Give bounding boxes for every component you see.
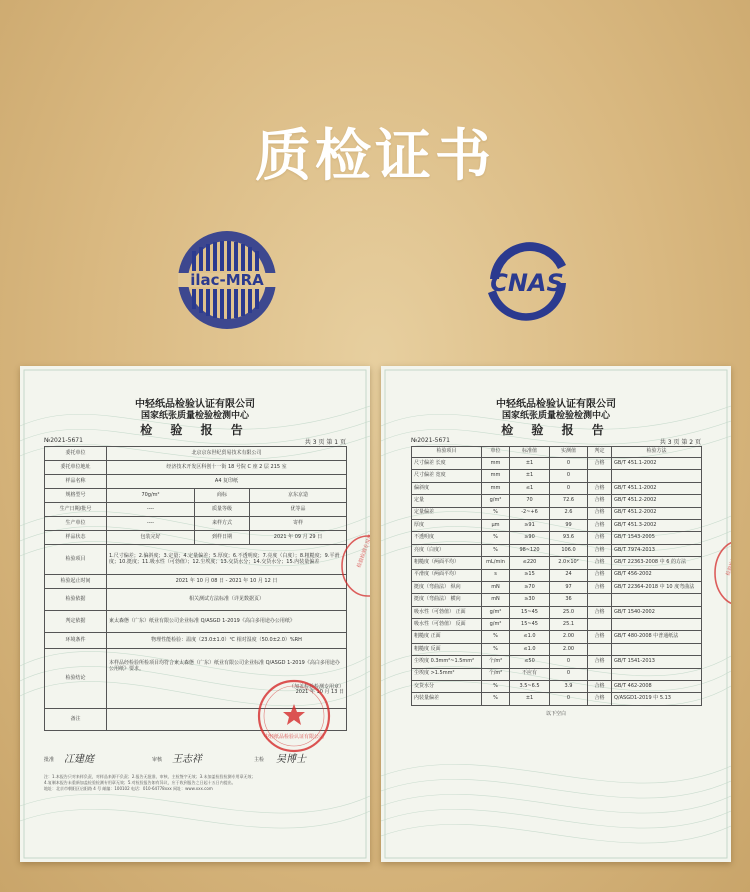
report-heading: 检 验 报 告 <box>140 423 250 437</box>
table-cell <box>588 470 612 482</box>
table-cell: 偏斜度 <box>412 482 482 494</box>
table-cell: 个/m² <box>482 656 510 668</box>
table-cell: 不透明度 <box>412 532 482 544</box>
table-cell: % <box>482 507 510 519</box>
table-cell <box>612 470 702 482</box>
table-cell: GB/T 451.2-2002 <box>612 507 702 519</box>
table-cell: 2.6 <box>550 507 588 519</box>
field-label: 委托单位 <box>45 447 107 461</box>
table-row <box>412 668 702 680</box>
table-cell: ≥70 <box>510 581 550 593</box>
approve-signature: 冮建庭 <box>64 754 94 765</box>
table-cell: 合格 <box>588 458 612 470</box>
table-cell: 0 <box>550 470 588 482</box>
table-cell: 0 <box>550 693 588 705</box>
table-cell: 厚度 <box>412 519 482 531</box>
table-cell: GB/T 451.3-2002 <box>612 519 702 531</box>
table-row <box>412 458 702 470</box>
table-cell: ±1 <box>510 470 550 482</box>
table-cell: 挺度（弯曲法） 纵向 <box>412 581 482 593</box>
side-stamp-text: 检验检测专用章 <box>725 541 743 577</box>
column-header: 标准值 <box>510 447 550 458</box>
table-row <box>45 461 347 475</box>
table-cell: GB/T 456-2002 <box>612 569 702 581</box>
table-row <box>412 519 702 531</box>
org-name-2: 国家纸张质量检验检测中心 <box>501 411 610 421</box>
side-seal-stamp <box>713 538 743 608</box>
table-cell: 粗糙度 正面 <box>412 631 482 643</box>
stamp-text: 中轻纸品检验认证有限公司 <box>263 734 325 740</box>
org-name-1: 中轻纸品检验认证有限公司 <box>135 399 255 410</box>
table-cell: ≤50 <box>510 656 550 668</box>
table-cell: ≥30 <box>510 594 550 606</box>
table-cell <box>588 594 612 606</box>
table-row <box>45 475 347 489</box>
table-cell: ≥90 <box>510 532 550 544</box>
field-value: 北京京东世纪贸易技术有限公司 <box>107 447 347 461</box>
table-cell: 2.0×10² <box>550 557 588 569</box>
table-cell: μm <box>482 519 510 531</box>
table-cell: 合格 <box>588 581 612 593</box>
cnas-logo-text: CNAS <box>490 269 564 297</box>
table-cell: 合格 <box>588 544 612 556</box>
column-header: 判定 <box>588 447 612 458</box>
table-row <box>412 656 702 668</box>
field-value: 1.尺寸偏差；2.偏斜度；3.定量；4.定量偏差；5.厚度；6.不透明度；7.亮度（白度）；8.粗糙度；9.平滑度；10.挺度；11.吸水性（可勃值）；12.尘埃度；13.交货水分；14.交货水分；15.内装量偏差 <box>107 545 347 575</box>
table-cell: 合格 <box>588 631 612 643</box>
field-value: 2021 年 10 月 08 日 - 2021 年 10 月 12 日 <box>107 575 347 589</box>
table-row <box>412 681 702 693</box>
table-cell <box>612 619 702 631</box>
table-cell <box>588 643 612 655</box>
table-row <box>412 569 702 581</box>
table-cell: ≤1.0 <box>510 631 550 643</box>
table-row <box>412 557 702 569</box>
sign-date: 2021 年 10 月 13 日 <box>295 689 345 696</box>
page-indicator: 共 3 页 第 2 页 <box>659 439 701 446</box>
field-value: 70g/m² <box>107 489 195 503</box>
table-cell: 3.9 <box>550 681 588 693</box>
table-cell <box>612 643 702 655</box>
table-cell: GB/T 480-2008 中普通纸法 <box>612 631 702 643</box>
conclusion-text: 本样品经检验所检项目均符合東太森態（广东）纸业有限公司企业标准 Q/ASGD 1-2019《高白多用途办公用纸》要求。 <box>109 660 340 672</box>
official-red-stamp <box>256 678 332 754</box>
column-header: 检验项目 <box>412 447 482 458</box>
table-cell: % <box>482 693 510 705</box>
table-cell: 合格 <box>588 507 612 519</box>
column-header: 检验方法 <box>612 447 702 458</box>
table-cell: 合格 <box>588 681 612 693</box>
table-cell: 吸水性（可勃值） 反面 <box>412 619 482 631</box>
table-row <box>412 470 702 482</box>
table-cell: mm <box>482 482 510 494</box>
table-cell: 粗糙度（两面平均） <box>412 557 482 569</box>
table-row <box>45 489 347 503</box>
field-label: 样品名称 <box>45 475 107 489</box>
table-cell <box>588 668 612 680</box>
table-cell: 25.0 <box>550 606 588 618</box>
report-heading: 检 验 报 告 <box>501 423 611 437</box>
org-name-1: 中轻纸品检验认证有限公司 <box>496 399 616 410</box>
table-row <box>412 693 702 705</box>
table-cell: 亮度（白度） <box>412 544 482 556</box>
table-row <box>45 633 347 649</box>
table-row <box>45 447 347 461</box>
field-label: 规格型号 <box>45 489 107 503</box>
field-label: 检验起止时间 <box>45 575 107 589</box>
field-label: 生产单位 <box>45 517 107 531</box>
table-cell: ≥91 <box>510 519 550 531</box>
table-cell: 15~45 <box>510 606 550 618</box>
table-row <box>45 531 347 545</box>
table-cell: GB/T 1540-2002 <box>612 606 702 618</box>
table-cell: 尘埃度 0.3mm²~1.5mm² <box>412 656 482 668</box>
field-label: 环境条件 <box>45 633 107 649</box>
table-row <box>45 503 347 517</box>
table-cell: mm <box>482 470 510 482</box>
table-cell: 合格 <box>588 482 612 494</box>
table-cell: 36 <box>550 594 588 606</box>
table-cell: mL/min <box>482 557 510 569</box>
table-cell: 106.0 <box>550 544 588 556</box>
table-cell: mN <box>482 581 510 593</box>
table-cell: 平滑度（两面平均） <box>412 569 482 581</box>
table-row <box>45 575 347 589</box>
table-cell: % <box>482 544 510 556</box>
field-label: 检验项目 <box>45 545 107 575</box>
table-cell: 挺度（弯曲法） 横向 <box>412 594 482 606</box>
table-cell: 个/m² <box>482 668 510 680</box>
table-cell: GB/T 7974-2013 <box>612 544 702 556</box>
footnotes <box>44 774 346 792</box>
table-cell: 尺寸偏差 宽度 <box>412 470 482 482</box>
table-row <box>45 589 347 611</box>
table-cell: 0 <box>550 656 588 668</box>
table-cell: 72.6 <box>550 495 588 507</box>
table-cell: 内装量偏差 <box>412 693 482 705</box>
table-cell: 99 <box>550 519 588 531</box>
table-cell: -2~+6 <box>510 507 550 519</box>
table-cell: GB/T 22363-2008 中 6 的方法 <box>612 557 702 569</box>
table-cell: % <box>482 681 510 693</box>
table-row <box>412 643 702 655</box>
field-value: ---- <box>107 503 195 517</box>
footnote-line: 4.复制本报告未重新加盖检验检测专用章无效；5.对检验报告如有异议，应于收到报告之日起十五日内提出。 <box>44 780 236 785</box>
test-signature: 吴博士 <box>276 754 306 765</box>
table-row <box>412 631 702 643</box>
test-results-table <box>411 446 702 706</box>
field-value: 京东京造 <box>250 489 347 503</box>
table-cell: 尘埃度 >1.5mm² <box>412 668 482 680</box>
field-value: 東太森態（广东）纸业有限公司企业标准 Q/ASGD 1-2019《高白多用途办公用纸》 <box>107 611 347 633</box>
field-label: 生产日期/批号 <box>45 503 107 517</box>
table-cell: 0 <box>550 668 588 680</box>
table-cell: 交货水分 <box>412 681 482 693</box>
certificate-page-2 <box>381 366 743 862</box>
field-value: ---- <box>107 517 195 531</box>
column-header: 实测值 <box>550 447 588 458</box>
table-cell: g/m² <box>482 619 510 631</box>
stamp-note: （加盖检验检测专用章） <box>289 683 345 690</box>
table-row <box>412 606 702 618</box>
table-cell: 合格 <box>588 693 612 705</box>
field-value: 经济技术开发区科创十一街 18 号院 C 座 2 层 215 室 <box>107 461 347 475</box>
table-cell: 定量偏差 <box>412 507 482 519</box>
ilac-mra-logo <box>172 225 282 335</box>
table-cell <box>588 619 612 631</box>
table-cell: 定量 <box>412 495 482 507</box>
column-header: 单位 <box>482 447 510 458</box>
field-label: 商标 <box>195 489 250 503</box>
cnas-logo <box>472 235 582 325</box>
table-header-row <box>412 447 702 458</box>
table-cell: 吸水性（可勃值） 正面 <box>412 606 482 618</box>
table-cell: ±1 <box>510 458 550 470</box>
footnote-line: 注：1.本报告只对来样负责，对样品来源不负责；2.报告无批准、审核、主检签字无效；3.未加盖检验检测专用章无效； <box>44 774 256 779</box>
table-cell: 24 <box>550 569 588 581</box>
review-label: 审核 <box>152 757 163 763</box>
table-row <box>45 611 347 633</box>
field-value: A4 复印纸 <box>107 475 347 489</box>
field-label: 来样方式 <box>195 517 250 531</box>
table-cell: ±1 <box>510 693 550 705</box>
field-label: 委托单位地址 <box>45 461 107 475</box>
table-cell: 合格 <box>588 569 612 581</box>
table-cell: 合格 <box>588 606 612 618</box>
table-cell: 70 <box>510 495 550 507</box>
table-cell: ≥15 <box>510 569 550 581</box>
table-row <box>412 594 702 606</box>
field-value: 2021 年 09 月 29 日 <box>250 531 347 545</box>
table-cell: 2.00 <box>550 631 588 643</box>
table-cell: GB/T 462-2008 <box>612 681 702 693</box>
table-row <box>45 517 347 531</box>
table-cell: 25.1 <box>550 619 588 631</box>
table-cell: 合格 <box>588 532 612 544</box>
table-cell: mN <box>482 594 510 606</box>
table-cell: GB/T 451.1-2002 <box>612 482 702 494</box>
table-cell: % <box>482 631 510 643</box>
table-cell: Q/ASGD1-2019 中 5.13 <box>612 693 702 705</box>
table-cell: 合格 <box>588 519 612 531</box>
page-indicator: 共 3 页 第 1 页 <box>304 439 346 446</box>
table-cell: 粗糙度 反面 <box>412 643 482 655</box>
end-of-report: 以下空白 <box>545 711 566 717</box>
table-cell <box>612 668 702 680</box>
table-cell: ≤1.0 <box>510 643 550 655</box>
table-cell: 3.5~6.5 <box>510 681 550 693</box>
field-label: 检验结论 <box>45 649 107 709</box>
field-label: 到样日期 <box>195 531 250 545</box>
field-label: 判定依据 <box>45 611 107 633</box>
field-value: 优等品 <box>250 503 347 517</box>
table-cell: GB/T 451.1-2002 <box>612 458 702 470</box>
field-value: 寄样 <box>250 517 347 531</box>
field-value: 物理性能检验：温度（23.0±1.0）℃ 相对湿度（50.0±2.0）%RH <box>107 633 347 649</box>
table-cell: % <box>482 643 510 655</box>
table-cell: 不应有 <box>510 668 550 680</box>
table-row <box>412 482 702 494</box>
field-value: 相关测试方法标准（详见数据页） <box>107 589 347 611</box>
table-row <box>412 581 702 593</box>
table-cell: GB/T 22364-2018 中 10 度弯曲法 <box>612 581 702 593</box>
table-cell: 0 <box>550 482 588 494</box>
table-row <box>412 619 702 631</box>
table-cell: 合格 <box>588 557 612 569</box>
table-cell <box>612 594 702 606</box>
report-number: №2021-5671 <box>44 437 83 444</box>
table-cell: 尺寸偏差 长度 <box>412 458 482 470</box>
table-cell: 15~45 <box>510 619 550 631</box>
field-label: 样品状态 <box>45 531 107 545</box>
side-seal-stamp <box>338 534 374 598</box>
side-stamp-text: 检验检测专用章 <box>356 534 374 569</box>
page-title: 质检证书 <box>255 124 495 189</box>
table-cell: 93.6 <box>550 532 588 544</box>
org-name-2: 国家纸张质量检验检测中心 <box>140 411 249 421</box>
table-cell: GB/T 1543-2005 <box>612 532 702 544</box>
table-cell: g/m² <box>482 495 510 507</box>
table-cell: 合格 <box>588 495 612 507</box>
table-cell: mm <box>482 458 510 470</box>
table-row <box>412 495 702 507</box>
table-cell: GB/T 451.2-2002 <box>612 495 702 507</box>
table-cell: s <box>482 569 510 581</box>
table-cell: 97 <box>550 581 588 593</box>
field-value: 包装完好 <box>107 531 195 545</box>
table-cell: % <box>482 532 510 544</box>
footnote-line: 地址：北京市朝阳区启阳路 4 号 邮编：100102 电话：010-64778xxx 网址：www.xxx.com <box>44 786 213 791</box>
table-row <box>412 544 702 556</box>
table-cell: 98~120 <box>510 544 550 556</box>
table-row <box>412 507 702 519</box>
table-row <box>412 532 702 544</box>
table-row <box>45 545 347 575</box>
table-cell: g/m² <box>482 606 510 618</box>
table-cell: GB/T 1541-2013 <box>612 656 702 668</box>
table-cell: 2.00 <box>550 643 588 655</box>
field-label: 备注 <box>45 709 107 731</box>
certificate-page-1 <box>20 366 374 862</box>
field-label: 质量等级 <box>195 503 250 517</box>
table-cell: 0 <box>550 458 588 470</box>
approve-label: 批准 <box>44 757 55 763</box>
table-cell: ≤1 <box>510 482 550 494</box>
ilac-logo-text: ilac-MRA <box>190 271 264 289</box>
review-signature: 王志祥 <box>172 754 202 765</box>
test-label: 主检 <box>254 757 265 763</box>
table-cell: ≤220 <box>510 557 550 569</box>
table-cell: 合格 <box>588 656 612 668</box>
field-label: 检验依据 <box>45 589 107 611</box>
report-number: №2021-5671 <box>411 437 450 444</box>
